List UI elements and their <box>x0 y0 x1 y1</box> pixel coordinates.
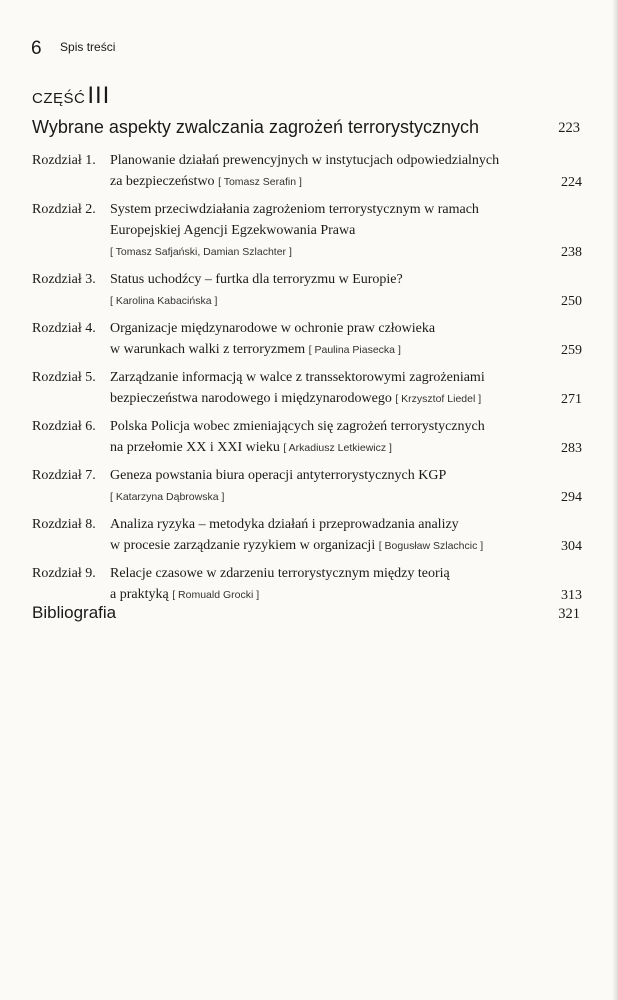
chapter-title-line <box>110 339 538 361</box>
chapter-title-line <box>110 437 538 459</box>
chapter-title-text: na przełomie XX i XXI wieku <box>110 440 280 455</box>
chapter-title-text: Europejskiej Agencji Egzekwowania Prawa <box>110 223 356 238</box>
chapter-page-number: 304 <box>561 539 582 554</box>
chapter-title-line <box>110 367 538 388</box>
chapter-title-text: Organizacje międzynarodowe w ochronie praw człowieka <box>110 321 436 336</box>
chapter-title <box>110 514 538 557</box>
chapter-label: Rozdział 4. <box>32 321 96 336</box>
chapter-list <box>32 150 582 612</box>
chapter-title-text: Zarządzanie informacją w walce z transsektorowymi zagrożeniami <box>110 370 485 385</box>
chapter-page-number: 283 <box>561 441 582 456</box>
chapter-title-text: za bezpieczeństwo <box>110 174 215 189</box>
chapter-title <box>110 563 538 606</box>
chapter-title-line <box>110 171 538 193</box>
chapter-label: Rozdział 8. <box>32 517 96 532</box>
chapter-page-number: 250 <box>561 294 582 309</box>
chapter-author: [ Romuald Grocki ] <box>172 589 260 601</box>
part-roman-numeral: III <box>87 82 111 109</box>
chapter-title-line <box>110 535 538 557</box>
chapter-title-line <box>110 388 538 410</box>
chapter-label: Rozdział 2. <box>32 202 96 217</box>
chapter-author-line <box>110 241 538 263</box>
page-header <box>31 38 115 60</box>
chapter-entry <box>32 367 582 410</box>
chapter-title-text: Polska Policja wobec zmieniających się zagrożeń terrorystycznych <box>110 419 485 434</box>
chapter-author: [ Tomasz Serafin ] <box>218 176 302 188</box>
chapter-title <box>110 269 538 312</box>
chapter-title-text: Planowanie działań prewencyjnych w instytucjach odpowiedzialnych <box>110 153 500 168</box>
chapter-title <box>110 465 538 508</box>
chapter-title-text: a praktyką <box>110 587 169 602</box>
chapter-title <box>110 367 538 410</box>
chapter-title-line <box>110 220 538 241</box>
chapter-title-line <box>110 269 538 290</box>
chapter-entry <box>32 199 582 263</box>
chapter-entry <box>32 416 582 459</box>
chapter-author: [ Tomasz Safjański, Damian Szlachter ] <box>110 246 292 258</box>
chapter-title-line <box>110 584 538 606</box>
chapter-page-number: 313 <box>561 588 582 603</box>
chapter-page-number: 259 <box>561 343 582 358</box>
chapter-entry <box>32 269 582 312</box>
part-word: CZĘŚĆ <box>32 90 86 107</box>
bibliography-heading: Bibliografia <box>32 603 117 622</box>
bibliography-page-number: 321 <box>558 606 580 622</box>
chapter-label: Rozdział 7. <box>32 468 96 483</box>
chapter-author: [ Paulina Piasecka ] <box>308 344 401 356</box>
chapter-entry <box>32 465 582 508</box>
chapter-title-text: w procesie zarządzanie ryzykiem w organizacji <box>110 538 376 553</box>
chapter-title-text: Analiza ryzyka – metodyka działań i przeprowadzania analizy <box>110 517 459 532</box>
chapter-page-number: 224 <box>561 175 582 190</box>
chapter-author-line <box>110 290 538 312</box>
chapter-entry <box>32 150 582 193</box>
chapter-title-text: Geneza powstania biura operacji antyterrorystycznych KGP <box>110 468 447 483</box>
chapter-page-number: 238 <box>561 245 582 260</box>
chapter-label: Rozdział 5. <box>32 370 96 385</box>
chapter-label: Rozdział 6. <box>32 419 96 434</box>
chapter-title-line <box>110 150 538 171</box>
chapter-title <box>110 416 538 459</box>
chapter-title <box>110 150 538 193</box>
chapter-label: Rozdział 3. <box>32 272 96 287</box>
chapter-title-text: w warunkach walki z terroryzmem <box>110 342 306 357</box>
chapter-author: [ Krzysztof Liedel ] <box>395 393 482 405</box>
chapter-title-line <box>110 318 538 339</box>
chapter-title-text: bezpieczeństwa narodowego i międzynarodowego <box>110 391 392 406</box>
part-page-number: 223 <box>558 120 580 136</box>
chapter-title <box>110 199 538 263</box>
chapter-title-line <box>110 563 538 584</box>
chapter-author: [ Arkadiusz Letkiewicz ] <box>283 442 392 454</box>
chapter-title-line <box>110 514 538 535</box>
chapter-title-text: Relacje czasowe w zdarzeniu terrorystycznym między teorią <box>110 566 450 581</box>
chapter-entry <box>32 563 582 606</box>
chapter-title-line <box>110 465 538 486</box>
chapter-entry <box>32 318 582 361</box>
chapter-title-line <box>110 199 538 220</box>
chapter-page-number: 271 <box>561 392 582 407</box>
chapter-title-text: Status uchodźcy – furtka dla terroryzmu w Europie? <box>110 272 403 287</box>
chapter-title-text: System przeciwdziałania zagrożeniom terrorystycznym w ramach <box>110 202 479 217</box>
chapter-entry <box>32 514 582 557</box>
chapter-author: [ Katarzyna Dąbrowska ] <box>110 491 225 503</box>
page-number: 6 <box>31 38 42 59</box>
chapter-title-line <box>110 416 538 437</box>
part-title: Wybrane aspekty zwalczania zagrożeń terrorystycznych <box>32 117 480 137</box>
chapter-page-number: 294 <box>561 490 582 505</box>
chapter-author-line <box>110 486 538 508</box>
chapter-author: [ Bogusław Szlachcic ] <box>378 540 484 552</box>
page-edge-shadow <box>612 0 618 1000</box>
chapter-label: Rozdział 1. <box>32 153 96 168</box>
chapter-label: Rozdział 9. <box>32 566 96 581</box>
part-label <box>32 82 110 110</box>
running-title: Spis treści <box>60 40 116 54</box>
chapter-title <box>110 318 538 361</box>
chapter-author: [ Karolina Kabacińska ] <box>110 295 218 307</box>
